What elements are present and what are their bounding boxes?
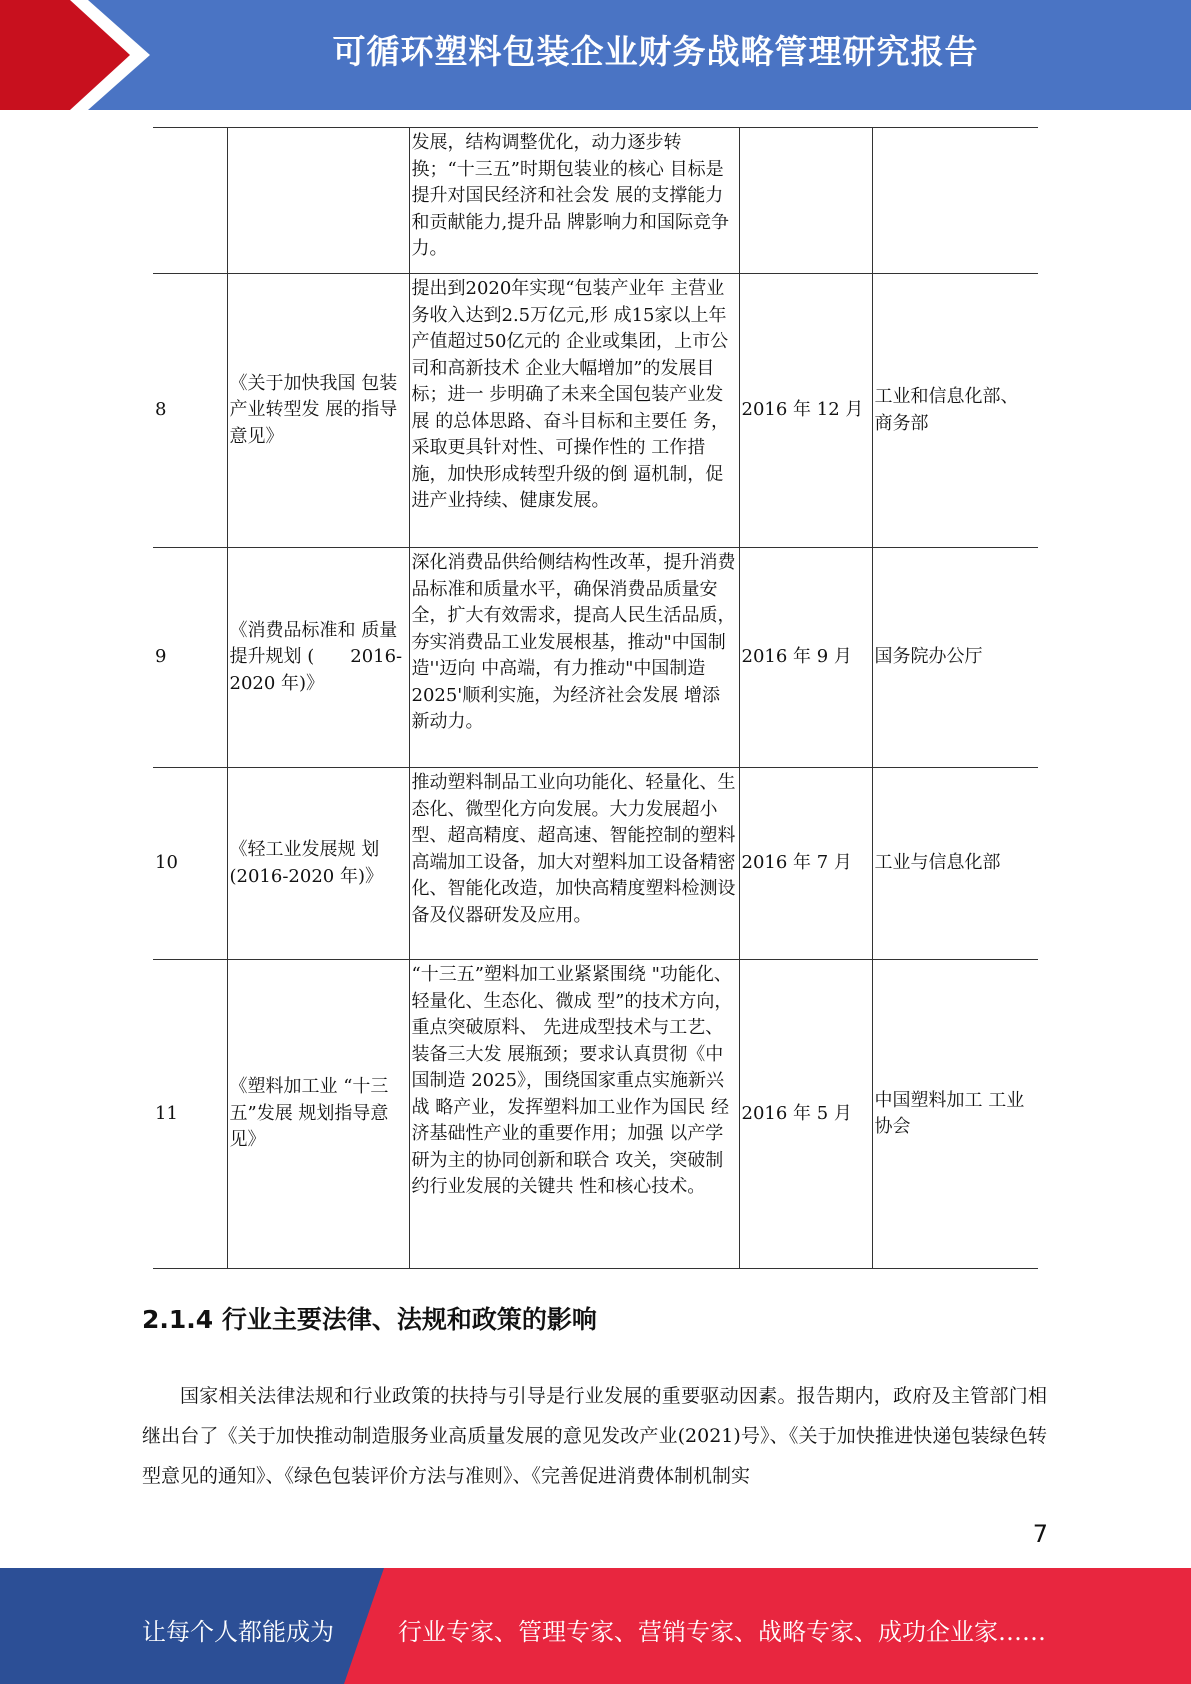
policy-content: 发展，结构调整优化，动力逐步转换；“十三五”时期包装业的核心 目标是提升对国民经济和社会发 展的支撑能力和贡献能力,提升品 牌影响力和国际竞争力。 [409, 128, 739, 274]
row-number [153, 128, 227, 274]
table-row [153, 960, 1038, 1269]
issue-date [739, 128, 872, 274]
policy-name [227, 128, 409, 274]
issuing-authority: 国务院办公厅 [872, 548, 1038, 768]
table-row [153, 768, 1038, 960]
row-number: 9 [153, 548, 227, 768]
policy-content: 推动塑料制品工业向功能化、轻量化、生态化、微型化方向发展。大力发展超小型、超高精度、超高速、智能控制的塑料高端加工设备，加大对塑料加工设备精密化、智能化改造，加快高精度塑料检测设备及仪器研发及应用。 [409, 768, 739, 960]
issue-date: 2016 年 7 月 [739, 768, 872, 960]
table-row [153, 548, 1038, 768]
issue-date: 2016 年 12 月 [739, 274, 872, 548]
issuing-authority: 工业与信息化部 [872, 768, 1038, 960]
policy-name: 《消费品标准和 质量提升规划 ( 2016-2020 年)》 [227, 548, 409, 768]
policy-name: 《塑料加工业 “十三五”发展 规划指导意见》 [227, 960, 409, 1269]
page-number: 7 [1032, 1520, 1048, 1548]
issue-date: 2016 年 9 月 [739, 548, 872, 768]
footer-slogan-right: 行业专家、管理专家、营销专家、战略专家、成功企业家…… [398, 1618, 1046, 1646]
policy-content: “十三五”塑料加工业紧紧围绕 "功能化、轻量化、生态化、微成 型”的技术方向，重点突破原料、 先进成型技术与工艺、装备三大发 展瓶颈；要求认真贯彻《中国制造 2025》，围绕国家重点实施新兴战 略产业，发挥塑料加工业作为国民 经济基础性产业的重要作用；加强 以产学研为主的协同创新和联合 攻关，突破制约行业发展的关键共 性和核心技术。 [409, 960, 739, 1269]
row-number: 10 [153, 768, 227, 960]
report-title: 可循环塑料包装企业财务战略管理研究报告 [332, 32, 979, 71]
issuing-authority: 工业和信息化部、商务部 [872, 274, 1038, 548]
row-number: 11 [153, 960, 227, 1269]
issuing-authority [872, 128, 1038, 274]
policy-name: 《关于加快我国 包装产业转型发 展的指导意见》 [227, 274, 409, 548]
table-row [153, 274, 1038, 548]
issue-date: 2016 年 5 月 [739, 960, 872, 1269]
page-header [0, 0, 1191, 110]
table-row [153, 128, 1038, 274]
page-footer [0, 1568, 1191, 1684]
policy-table [153, 127, 1038, 1269]
row-number: 8 [153, 274, 227, 548]
policy-name: 《轻工业发展规 划(2016-2020 年)》 [227, 768, 409, 960]
footer-slogan-left: 让每个人都能成为 [142, 1618, 334, 1646]
body-paragraph: 国家相关法律法规和行业政策的扶持与引导是行业发展的重要驱动因素。报告期内，政府及主管部门相继出台了《关于加快推动制造服务业高质量发展的意见发改产业(2021)号》、《关于加快推进快递包装绿色转型意见的通知》、《绿色包装评价方法与准则》、《完善促进消费体制机制实 [142, 1385, 1047, 1487]
policy-content: 深化消费品供给侧结构性改革，提升消费品标准和质量水平，确保消费品质量安全，扩大有效需求，提高人民生活品质，夯实消费品工业发展根基，推动"中国制造''迈向 中高端，有力推动"中国制造 2025'顺利实施，为经济社会发展 增添新动力。 [409, 548, 739, 768]
policy-content: 提出到2020年实现“包装产业年 主营业务收入达到2.5万亿元,形 成15家以上年产值超过50亿元的 企业或集团，上市公司和高新技术 企业大幅增加”的发展目标；进一 步明确了未来全国包装产业发展 的总体思路、奋斗目标和主要任 务，采取更具针对性、可操作性的 工作措施，加快形成转型升级的倒 逼机制，促进产业持续、健康发展。 [409, 274, 739, 548]
issuing-authority: 中国塑料加工 工业协会 [872, 960, 1038, 1269]
section-heading: 2.1.4 行业主要法律、法规和政策的影响 [142, 1305, 597, 1334]
